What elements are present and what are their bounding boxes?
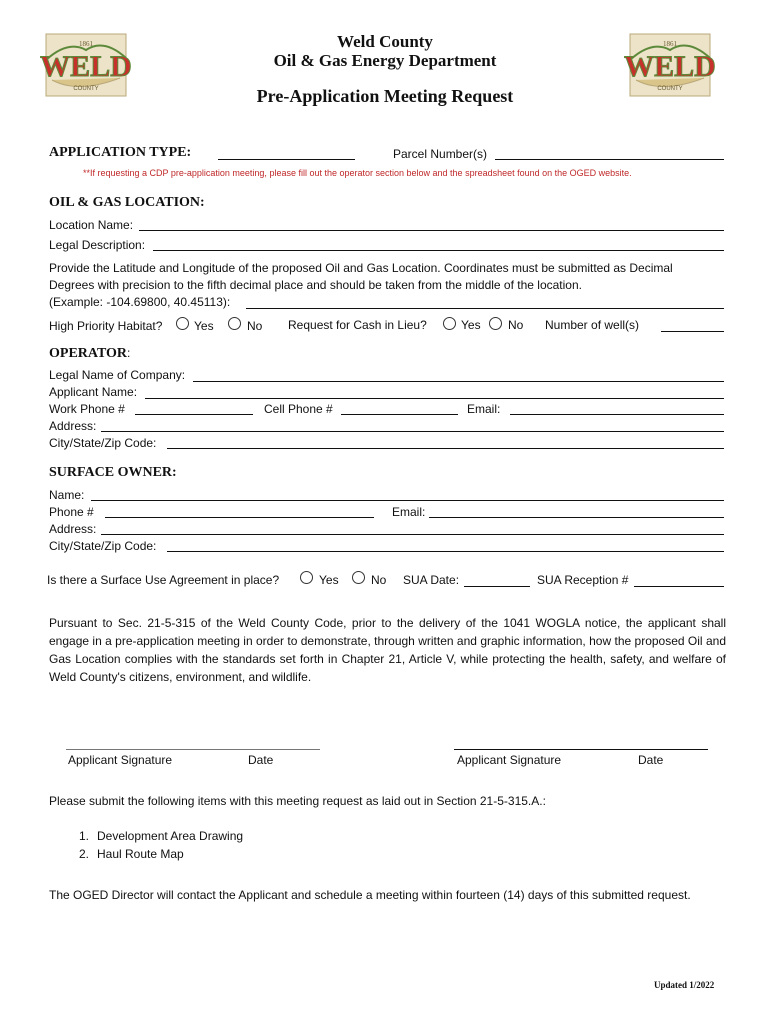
surface-name-label: Name: [49, 488, 85, 502]
updated-date: Updated 1/2022 [654, 980, 715, 990]
company-name-field[interactable] [193, 381, 724, 382]
applicant-signature-label-1: Applicant Signature [68, 753, 173, 767]
cell-phone-label: Cell Phone # [264, 402, 333, 416]
cash-yes-label: Yes [461, 318, 481, 332]
surface-city-field[interactable] [167, 551, 724, 552]
signature-date-label-1: Date [248, 753, 274, 767]
operator-heading-colon: : [127, 346, 131, 360]
high-priority-habitat-label: High Priority Habitat? [49, 319, 163, 333]
org-name: Weld County [337, 32, 433, 51]
surface-phone-label: Phone # [49, 505, 94, 519]
surface-email-label: Email: [392, 505, 426, 519]
surface-address-label: Address: [49, 522, 97, 536]
surface-address-field[interactable] [101, 534, 724, 535]
applicant-signature-line-2[interactable] [454, 749, 708, 750]
surface-name-field[interactable] [91, 500, 724, 501]
work-phone-label: Work Phone # [49, 402, 125, 416]
dept-name: Oil & Gas Energy Department [273, 51, 497, 70]
cell-phone-field[interactable] [341, 414, 458, 415]
sua-no-label: No [371, 573, 387, 587]
coordinates-instructions-line-2: Degrees with precision to the fifth decimal place and should be taken from the middle of the location. [49, 278, 582, 292]
operator-email-label: Email: [467, 402, 501, 416]
habitat-no-radio[interactable] [228, 317, 241, 330]
operator-heading [49, 346, 130, 362]
sua-date-field[interactable] [464, 586, 530, 587]
cash-yes-radio[interactable] [443, 317, 456, 330]
location-heading: OIL & GAS LOCATION: [49, 195, 205, 210]
surface-city-label: City/State/Zip Code: [49, 539, 157, 553]
operator-city-field[interactable] [167, 448, 724, 449]
applicant-signature-label-2: Applicant Signature [457, 753, 562, 767]
operator-address-field[interactable] [101, 431, 724, 432]
application-type-field[interactable] [218, 159, 355, 160]
location-name-label: Location Name: [49, 218, 134, 232]
sua-reception-field[interactable] [634, 586, 724, 587]
habitat-yes-label: Yes [194, 319, 214, 333]
pursuant-paragraph: Pursuant to Sec. 21-5-315 of the Weld County Code, prior to the delivery of the 1041 WOGLA notice, the applicant shall engage in a pre-application meeting in order to demonstrate, through written and graphic information, how the proposed Oil and Gas Location complies with the standards set forth in Chapter 21, Article V, while protecting the health, safety, and welfare of Weld County's citizens, environment, and wildlife. [49, 616, 726, 684]
sua-question-label: Is there a Surface Use Agreement in place? [47, 573, 280, 587]
location-name-field[interactable] [139, 230, 724, 231]
sua-no-radio[interactable] [352, 571, 365, 584]
logo-top-text: 1861 [663, 40, 677, 48]
surface-phone-field[interactable] [105, 517, 374, 518]
applicant-signature-line-1[interactable] [66, 749, 320, 750]
submit-item-2-number: 2. [79, 847, 90, 861]
signature-date-label-2: Date [638, 753, 664, 767]
logo-subtext: COUNTY [657, 86, 683, 92]
company-name-label: Legal Name of Company: [49, 368, 186, 382]
surface-email-field[interactable] [429, 517, 724, 518]
sua-yes-radio[interactable] [300, 571, 313, 584]
number-of-wells-field[interactable] [661, 331, 724, 332]
coordinates-instructions-line-1: Provide the Latitude and Longitude of the proposed Oil and Gas Location. Coordinates must be submitted as Decimal [49, 261, 673, 275]
sua-reception-label: SUA Reception # [537, 573, 629, 587]
submit-item-2: Haul Route Map [97, 847, 184, 861]
sua-date-label: SUA Date: [403, 573, 460, 587]
logo-top-text: 1861 [79, 40, 93, 48]
habitat-yes-radio[interactable] [176, 317, 189, 330]
cash-no-radio[interactable] [489, 317, 502, 330]
applicant-name-label: Applicant Name: [49, 385, 138, 399]
submit-item-1: Development Area Drawing [97, 829, 244, 843]
applicant-name-field[interactable] [145, 398, 724, 399]
operator-heading-text: OPERATOR [49, 346, 128, 361]
operator-email-field[interactable] [510, 414, 724, 415]
submit-item-1-number: 1. [79, 829, 90, 843]
legal-description-label: Legal Description: [49, 238, 146, 252]
parcel-number-label: Parcel Number(s) [393, 147, 488, 161]
form-title: Pre-Application Meeting Request [256, 86, 514, 106]
parcel-number-field[interactable] [495, 159, 724, 160]
closing-paragraph: The OGED Director will contact the Applicant and schedule a meeting within fourteen (14) days of this submitted request. [49, 888, 691, 902]
submit-intro: Please submit the following items with this meeting request as laid out in Section 21-5-315.A.: [49, 794, 546, 808]
habitat-no-label: No [247, 319, 263, 333]
coordinates-example-label: (Example: -104.69800, 40.45113): [49, 295, 231, 309]
cdp-note: **If requesting a CDP pre-application meeting, please fill out the operator section below and the spreadsheet found on the OGED website. [83, 168, 632, 178]
logo-text: WELD [40, 50, 132, 83]
sua-yes-label: Yes [319, 573, 339, 587]
operator-address-label: Address: [49, 419, 97, 433]
work-phone-field[interactable] [135, 414, 253, 415]
legal-description-field[interactable] [153, 250, 724, 251]
number-of-wells-label: Number of well(s) [545, 318, 640, 332]
cash-in-lieu-label: Request for Cash in Lieu? [288, 318, 427, 332]
operator-city-label: City/State/Zip Code: [49, 436, 157, 450]
application-type-label: APPLICATION TYPE: [49, 145, 192, 160]
logo-text: WELD [624, 50, 716, 83]
logo-subtext: COUNTY [73, 86, 99, 92]
coordinates-field[interactable] [246, 308, 724, 309]
surface-owner-heading: SURFACE OWNER: [49, 465, 177, 480]
cash-no-label: No [508, 318, 524, 332]
